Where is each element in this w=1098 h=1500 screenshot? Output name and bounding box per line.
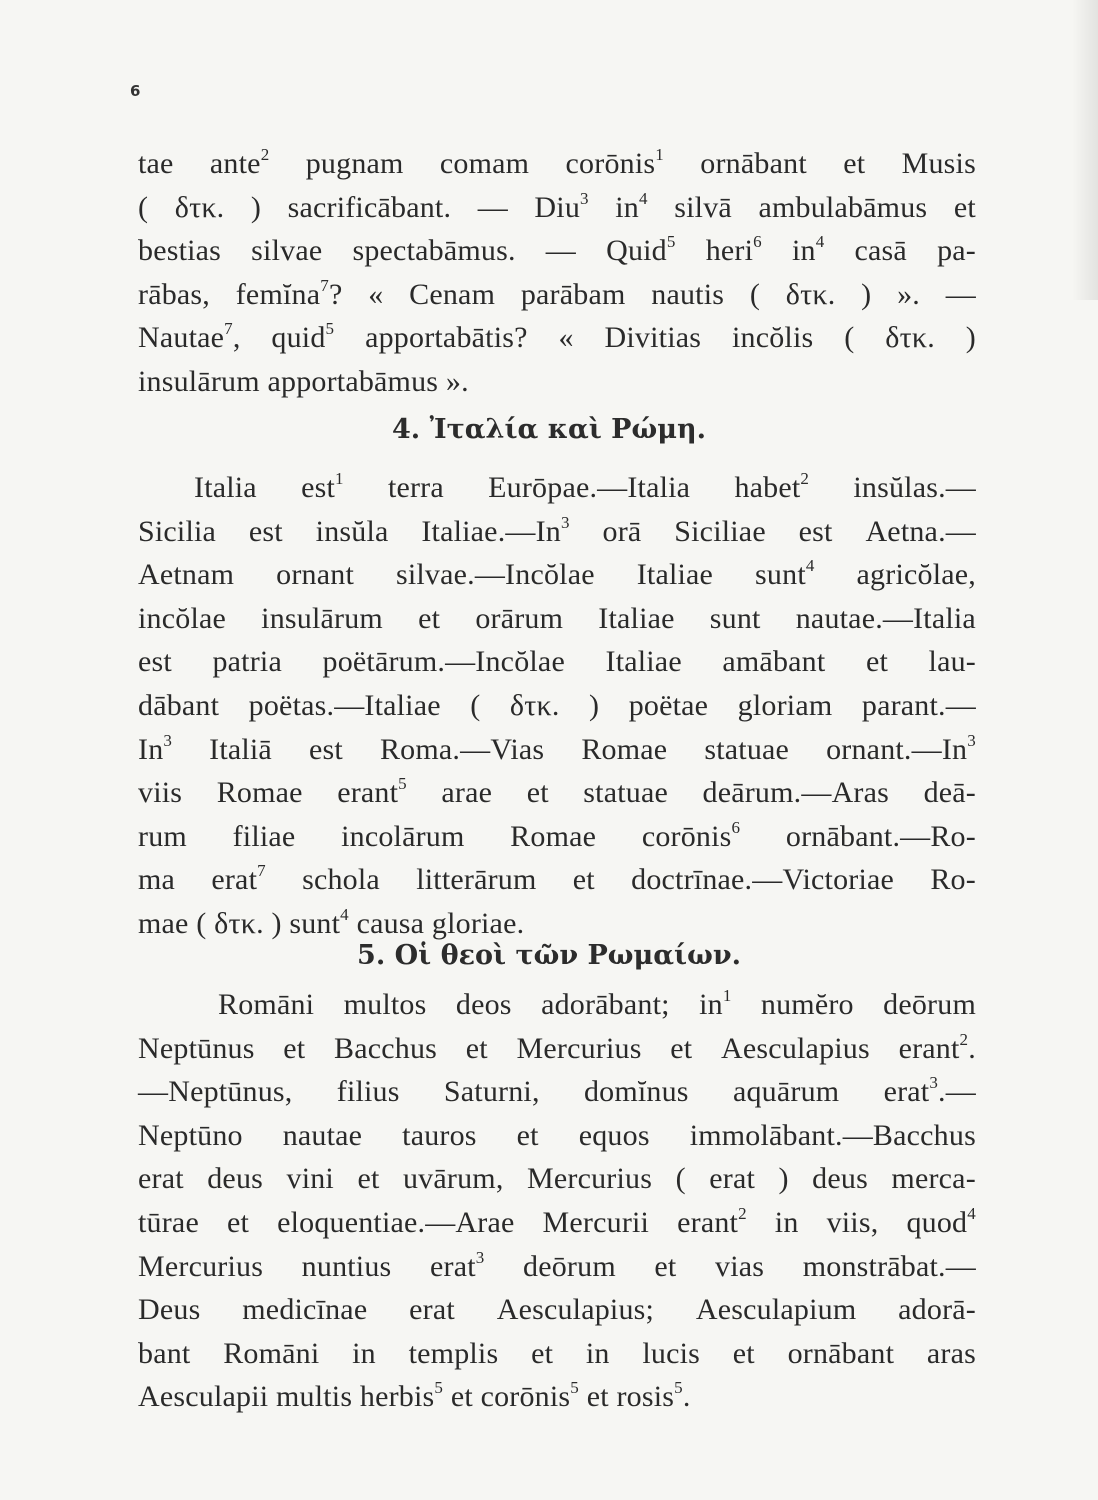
footnote-marker: 5	[570, 1378, 579, 1398]
section-4-line: dābant poëtas.—Italiae ( δτκ. ) poëtae gloriam parant.—	[138, 688, 976, 722]
page-number: 6	[130, 82, 141, 100]
section-4-line: Aetnam ornant silvae.—Incŏlae Italiae sunt$^4$ agricŏlae,	[138, 556, 976, 592]
page-edge-shadow	[1072, 0, 1098, 300]
intro-line: ( δτκ. ) sacrificābant. — Diu$^3$ $in^4$ silvā ambulabāmus et	[138, 188, 976, 224]
footnote-marker: 3	[580, 188, 589, 208]
footnote-marker: 4	[805, 556, 815, 576]
footnote-marker: 6	[753, 232, 762, 252]
section-5-line: Romāni multos deos adorābant; $in^1$ numĕro deōrum	[218, 986, 976, 1021]
section-5-line: —Neptūnus, filius Saturni, domĭnus aquārum erat$^3$.—	[138, 1073, 976, 1109]
intro-line: Nautae$^7$, quid$^5$ apportabātis? « Divitias incŏlis ( δτκ. )	[138, 319, 976, 355]
section-4-body	[138, 466, 976, 946]
footnote-marker: 3	[475, 1247, 485, 1267]
section-4-line: rum filiae incolārum Romae corōnis$^6$ ornābant.—Ro-	[138, 817, 976, 853]
section-5-line: Neptūnus et Bacchus et Mercurius et Aesculapius erant$^2$.	[138, 1029, 976, 1065]
footnote-marker: 5	[325, 319, 335, 339]
footnote-marker: 2	[260, 145, 270, 164]
footnote-marker: 3	[561, 512, 570, 532]
section-4-line: viis Romae erant$^5$ arae et statuae deārum.—Aras deā-	[138, 774, 976, 810]
section-5-line: bant Romāni in templis et in lucis et ornābant aras	[138, 1336, 976, 1370]
section-4-line: In$^3$ Italiā est Roma.—Vias Romae statuae ornant.—In$^3$	[138, 730, 976, 766]
footnote-marker: 7	[320, 275, 329, 295]
footnote-marker: 5	[398, 774, 407, 794]
section-4-line: Italia est$^1$ terra Eurōpae.—Italia habet$^2$ insŭlas.—	[194, 469, 976, 504]
section-4-heading: 4. Ἰταλία καὶ Ρώμη.	[392, 414, 706, 445]
section-5-line: Aesculapii multis herbis$^5$ et corōnis$^5$ et rosis$^5$.	[138, 1378, 691, 1414]
footnote-marker: 1	[722, 986, 732, 1005]
footnote-marker: 4	[340, 904, 349, 924]
section-5-line: Mercurius nuntius erat$^3$ deōrum et vias monstrābat.—	[138, 1247, 976, 1283]
footnote-marker: 4	[639, 188, 648, 208]
footnote-marker: 1	[655, 145, 664, 164]
section-5-body	[138, 983, 976, 1419]
footnote-marker: 3	[163, 730, 173, 750]
footnote-marker: 1	[335, 469, 344, 488]
section-5-line: Deus medicīnae erat Aesculapius; Aesculapium adorā-	[138, 1293, 976, 1327]
intro-line: tae ante$^2$ pugnam comam corōnis$^1$ ornābant et Musis	[138, 145, 976, 180]
footnote-marker: 5	[666, 232, 676, 252]
footnote-marker: 6	[731, 817, 741, 837]
footnote-marker: 2	[959, 1029, 969, 1049]
intro-line: bestias silvae spectabāmus. — Quid$^5$ heri$^6$ $in^4$ casā pa-	[138, 232, 976, 268]
footnote-marker: 2	[738, 1203, 747, 1223]
intro-line: insulārum apportabāmus ».	[138, 364, 469, 398]
section-4-line: est patria poëtārum.—Incŏlae Italiae amābant et lau-	[138, 645, 976, 679]
section-4-line: mae ( δτκ. ) sunt$^4$ causa gloriae.	[138, 904, 525, 940]
section-4-line: incŏlae insulārum et orārum Italiae sunt nautae.—Italia	[138, 601, 976, 635]
section-5-heading: 5. Οἱ θεοὶ τῶν Ρωμαίων.	[357, 940, 741, 971]
section-4-line: Sicilia est insŭla Italiae.—In$^3$ orā Siciliae est Aetna.—	[138, 512, 976, 548]
section-4-line: ma erat$^7$ schola litterārum et doctrīnae.—Victoriae Ro-	[138, 861, 976, 897]
footnote-marker: 5	[434, 1378, 444, 1398]
section-5-line: Neptūno nautae tauros et equos immolābant.—Bacchus	[138, 1118, 976, 1152]
intro-line: rābas, femĭna$^7$? « Cenam parābam nautis ( δτκ. ) ». —	[138, 275, 976, 311]
section-5-line: erat deus vini et uvārum, Mercurius ( erat ) deus merca-	[138, 1162, 976, 1196]
footnote-marker: 2	[800, 469, 810, 488]
footnote-marker: 7	[257, 861, 266, 881]
footnote-marker: 7	[224, 319, 233, 339]
footnote-marker: 3	[929, 1073, 939, 1093]
footnote-marker: 5	[674, 1378, 683, 1398]
footnote-marker: 4	[815, 232, 825, 252]
paragraph-intro	[138, 142, 976, 404]
footnote-marker: 4	[967, 1203, 976, 1223]
section-5-line: tūrae et eloquentiae.—Arae Mercurii erant$^2$ in viis, quod$^4$	[138, 1203, 976, 1239]
footnote-marker: 3	[967, 730, 976, 750]
